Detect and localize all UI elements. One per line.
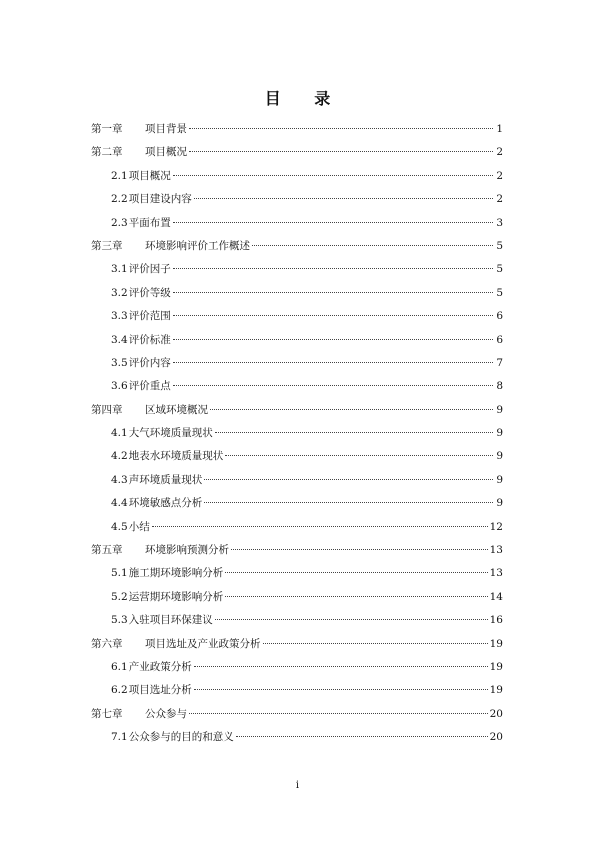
toc-entry-page: 1 bbox=[496, 123, 503, 135]
toc-entry-page: 6 bbox=[496, 310, 503, 323]
toc-entry-text: 评价等级 bbox=[128, 286, 171, 299]
toc-entry-label bbox=[111, 730, 234, 744]
toc-entry-text: 环境敏感点分析 bbox=[128, 497, 203, 510]
toc-entry-label bbox=[111, 426, 213, 440]
toc-section-entry[interactable] bbox=[91, 426, 503, 449]
toc-entry-text: 平面布置 bbox=[128, 216, 171, 229]
toc-entry-page: 2 bbox=[496, 169, 503, 182]
toc-dot-leader bbox=[204, 479, 493, 480]
toc-entry-number: 第六章 bbox=[91, 637, 123, 650]
toc-dot-leader bbox=[194, 689, 488, 690]
toc-section-entry[interactable] bbox=[91, 449, 503, 472]
toc-entry-page: 20 bbox=[489, 707, 503, 720]
toc-section-entry[interactable] bbox=[91, 286, 503, 309]
toc-entry-label bbox=[91, 637, 261, 651]
toc-entry-label bbox=[111, 333, 171, 347]
toc-entry-label bbox=[111, 566, 223, 580]
toc-entry-label bbox=[111, 613, 213, 627]
toc-chapter-entry[interactable] bbox=[91, 543, 503, 566]
toc-entry-number: 4.1 bbox=[111, 427, 128, 440]
toc-entry-label bbox=[91, 707, 187, 721]
toc-entry-number: 3.4 bbox=[111, 333, 128, 346]
toc-entry-number: 5.2 bbox=[111, 590, 128, 603]
toc-entry-label bbox=[111, 449, 223, 463]
toc-dot-leader bbox=[173, 362, 493, 363]
toc-entry-label bbox=[91, 543, 229, 557]
toc-entry-page: 19 bbox=[489, 684, 503, 697]
toc-entry-number: 第七章 bbox=[91, 707, 123, 720]
toc-entry-label bbox=[111, 660, 192, 674]
toc-entry-number: 第四章 bbox=[91, 403, 123, 416]
toc-entry-number: 4.5 bbox=[111, 520, 128, 533]
toc-entry-page: 6 bbox=[496, 333, 503, 346]
toc-entry-number: 5.3 bbox=[111, 614, 128, 627]
toc-entry-label bbox=[91, 239, 250, 253]
toc-entry-text: 区域环境概况 bbox=[145, 403, 208, 416]
toc-entry-number: 2.1 bbox=[111, 169, 128, 182]
toc-entry-number: 第一章 bbox=[91, 123, 123, 135]
toc-entry-page: 9 bbox=[496, 427, 503, 440]
toc-entry-number: 3.6 bbox=[111, 380, 128, 393]
toc-dot-leader bbox=[252, 245, 493, 246]
toc-chapter-entry[interactable] bbox=[91, 403, 503, 426]
toc-entry-text: 评价标准 bbox=[128, 333, 171, 346]
toc-entry-text: 小结 bbox=[128, 520, 150, 533]
toc-entry-text: 大气环境质量现状 bbox=[128, 427, 213, 440]
toc-dot-leader bbox=[210, 409, 493, 410]
toc-chapter-entry[interactable] bbox=[91, 707, 503, 730]
toc-entry-page: 8 bbox=[496, 380, 503, 393]
toc-chapter-entry[interactable] bbox=[91, 239, 503, 262]
toc-section-entry[interactable] bbox=[91, 169, 503, 192]
toc-entry-page: 13 bbox=[489, 567, 503, 580]
toc-dot-leader bbox=[152, 526, 488, 527]
toc-entry-number: 第二章 bbox=[91, 146, 123, 159]
toc-section-entry[interactable] bbox=[91, 379, 503, 402]
toc-entry-label bbox=[111, 590, 223, 604]
toc-entry-page: 9 bbox=[496, 403, 503, 416]
toc-entry-text: 地表水环境质量现状 bbox=[128, 450, 224, 463]
toc-entry-label bbox=[111, 473, 202, 487]
toc-chapter-entry[interactable] bbox=[91, 122, 503, 145]
toc-entry-text: 公众参与 bbox=[145, 707, 187, 720]
toc-entry-number: 7.1 bbox=[111, 731, 128, 744]
toc-entry-text: 项目概况 bbox=[128, 169, 171, 182]
toc-section-entry[interactable] bbox=[91, 613, 503, 636]
toc-dot-leader bbox=[173, 385, 493, 386]
toc-section-entry[interactable] bbox=[91, 262, 503, 285]
toc-entry-label bbox=[111, 496, 202, 510]
toc-entry-text: 施工期环境影响分析 bbox=[128, 567, 224, 580]
toc-entry-text: 公众参与的目的和意义 bbox=[128, 731, 234, 744]
toc-entry-number: 6.2 bbox=[111, 684, 128, 697]
toc-entry-page: 5 bbox=[496, 286, 503, 299]
toc-dot-leader bbox=[173, 339, 493, 340]
toc-entry-text: 声环境质量现状 bbox=[128, 473, 203, 486]
toc-section-entry[interactable] bbox=[91, 356, 503, 379]
toc-entry-text: 项目概况 bbox=[145, 146, 187, 159]
toc-section-entry[interactable] bbox=[91, 333, 503, 356]
toc-entry-page: 16 bbox=[489, 614, 503, 627]
toc-entry-label bbox=[91, 122, 187, 136]
toc-section-entry[interactable] bbox=[91, 730, 503, 753]
toc-entry-label bbox=[111, 309, 171, 323]
toc-entry-number: 第五章 bbox=[91, 544, 123, 557]
toc-entry-page: 2 bbox=[496, 146, 503, 159]
toc-entry-number: 第三章 bbox=[91, 239, 123, 252]
toc-dot-leader bbox=[236, 736, 488, 737]
toc-entry-number: 5.1 bbox=[111, 567, 128, 580]
toc-entry-number: 2.2 bbox=[111, 193, 128, 206]
toc-section-entry[interactable] bbox=[91, 216, 503, 239]
page-number: i bbox=[295, 780, 300, 791]
toc-entry-page: 9 bbox=[496, 450, 503, 463]
toc-dot-leader bbox=[173, 268, 493, 269]
toc-dot-leader bbox=[263, 643, 488, 644]
toc-entry-label bbox=[111, 169, 171, 183]
toc-title: 目 录 bbox=[264, 89, 345, 108]
toc-entry-page: 13 bbox=[489, 544, 503, 557]
toc-dot-leader bbox=[215, 432, 493, 433]
toc-entry-label bbox=[111, 216, 171, 230]
toc-entry-text: 产业政策分析 bbox=[128, 660, 192, 673]
toc-entry-number: 4.2 bbox=[111, 450, 128, 463]
toc-dot-leader bbox=[194, 666, 488, 667]
toc-section-entry[interactable] bbox=[91, 309, 503, 332]
toc-entry-page: 14 bbox=[489, 590, 503, 603]
toc-entry-page: 19 bbox=[489, 660, 503, 673]
toc-entry-number: 3.1 bbox=[111, 263, 128, 276]
toc-dot-leader bbox=[173, 175, 493, 176]
toc-dot-leader bbox=[194, 198, 493, 199]
toc-entry-number: 3.5 bbox=[111, 356, 128, 369]
toc-section-entry[interactable] bbox=[91, 660, 503, 683]
toc-dot-leader bbox=[173, 292, 493, 293]
toc-entry-page: 2 bbox=[496, 193, 503, 206]
toc-entry-number: 3.3 bbox=[111, 310, 128, 323]
toc-section-entry[interactable] bbox=[91, 496, 503, 519]
toc-entry-text: 项目选址及产业政策分析 bbox=[145, 637, 261, 650]
toc-entry-number: 6.1 bbox=[111, 660, 128, 673]
toc-dot-leader bbox=[231, 549, 488, 550]
toc-entry-text: 项目选址分析 bbox=[128, 684, 192, 697]
toc-entry-text: 入驻项目环保建议 bbox=[128, 614, 213, 627]
toc-entry-page: 9 bbox=[496, 473, 503, 486]
toc-section-entry[interactable] bbox=[91, 520, 503, 543]
toc-entry-page: 7 bbox=[496, 356, 503, 369]
toc-entry-text: 评价因子 bbox=[128, 263, 171, 276]
toc-entry-number: 4.3 bbox=[111, 473, 128, 486]
toc-entry-text: 运营期环境影响分析 bbox=[128, 590, 224, 603]
toc-dot-leader bbox=[189, 713, 488, 714]
toc-entry-page: 20 bbox=[489, 731, 503, 744]
toc-entry-label bbox=[111, 520, 150, 534]
toc-entry-text: 环境影响预测分析 bbox=[145, 544, 229, 557]
toc-entry-label bbox=[111, 192, 192, 206]
toc-entry-label bbox=[111, 379, 171, 393]
toc-entry-label bbox=[111, 262, 171, 276]
toc-entry-label bbox=[111, 683, 192, 697]
toc-dot-leader bbox=[225, 572, 487, 573]
toc-entry-page: 5 bbox=[496, 239, 503, 252]
toc-entry-text: 评价范围 bbox=[128, 310, 171, 323]
toc-entry-label bbox=[111, 356, 171, 370]
toc-list bbox=[91, 122, 503, 754]
toc-entry-text: 评价重点 bbox=[128, 380, 171, 393]
toc-dot-leader bbox=[225, 455, 493, 456]
toc-dot-leader bbox=[225, 596, 487, 597]
toc-section-entry[interactable] bbox=[91, 590, 503, 613]
toc-chapter-entry[interactable] bbox=[91, 637, 503, 660]
toc-entry-label bbox=[91, 145, 187, 159]
toc-dot-leader bbox=[215, 619, 488, 620]
toc-section-entry[interactable] bbox=[91, 473, 503, 496]
toc-entry-text: 环境影响评价工作概述 bbox=[145, 239, 250, 252]
toc-entry-page: 5 bbox=[496, 263, 503, 276]
toc-entry-page: 12 bbox=[489, 520, 503, 533]
toc-dot-leader bbox=[173, 315, 493, 316]
toc-entry-page: 9 bbox=[496, 497, 503, 510]
toc-dot-leader bbox=[173, 222, 493, 223]
toc-entry-page: 3 bbox=[496, 216, 503, 229]
toc-entry-text: 项目建设内容 bbox=[128, 193, 192, 206]
toc-entry-number: 4.4 bbox=[111, 497, 128, 510]
toc-entry-number: 2.3 bbox=[111, 216, 128, 229]
toc-chapter-entry[interactable] bbox=[91, 145, 503, 168]
toc-dot-leader bbox=[204, 502, 493, 503]
toc-entry-page: 19 bbox=[489, 637, 503, 650]
toc-entry-label bbox=[91, 403, 208, 417]
toc-entry-number: 3.2 bbox=[111, 286, 128, 299]
toc-dot-leader bbox=[189, 151, 493, 152]
toc-entry-text: 评价内容 bbox=[128, 356, 171, 369]
toc-section-entry[interactable] bbox=[91, 683, 503, 706]
toc-section-entry[interactable] bbox=[91, 566, 503, 589]
toc-entry-label bbox=[111, 286, 171, 300]
toc-entry-text: 项目背景 bbox=[145, 123, 187, 135]
toc-section-entry[interactable] bbox=[91, 192, 503, 215]
toc-dot-leader bbox=[189, 128, 493, 129]
